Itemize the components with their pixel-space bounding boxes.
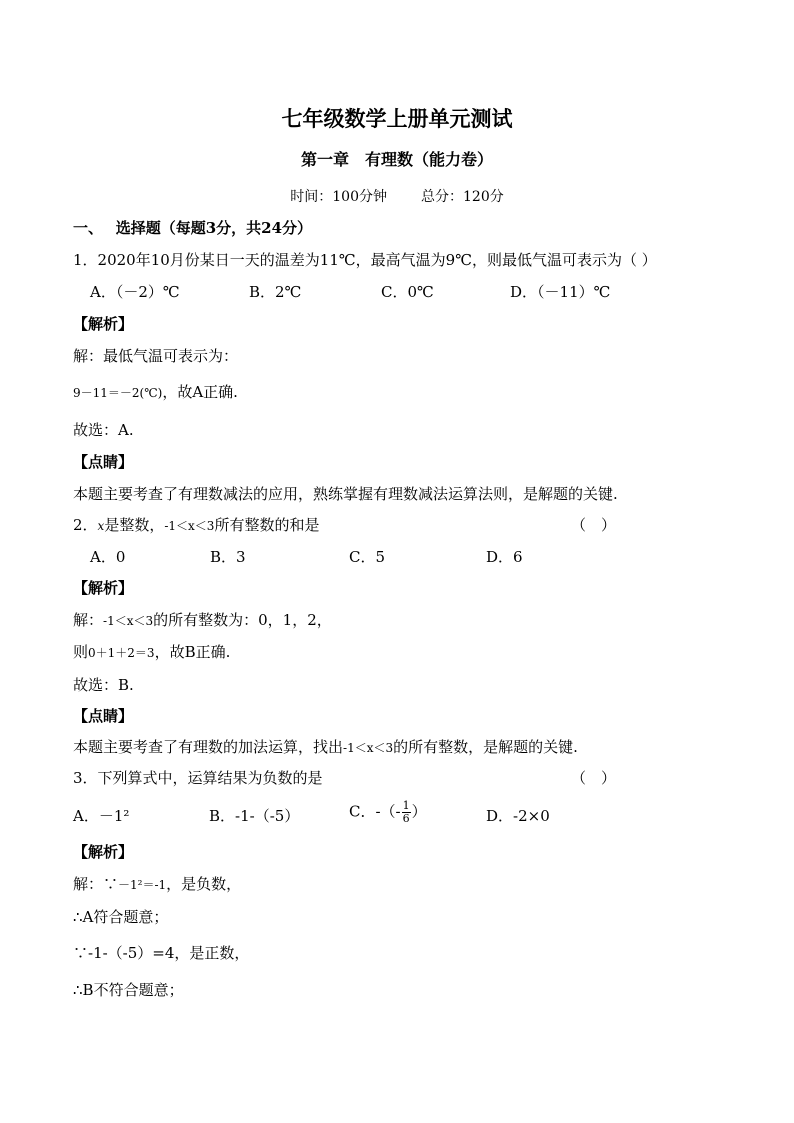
q3-answer-blank: （ ）: [571, 769, 617, 787]
total-score: 总分：120分: [421, 189, 504, 205]
q1-comment: 本题主要考查了有理数减法的应用，熟练掌握有理数减法运算法则，是解题的关键.: [73, 485, 618, 503]
q3-option-b: B．-1-（-5）: [209, 807, 300, 825]
q3-analysis-label: 【解析】: [73, 843, 134, 861]
q2-analysis-label: 【解析】: [73, 579, 134, 597]
q3-option-d: D．-2×0: [486, 807, 550, 825]
q2-option-d: D．6: [486, 548, 523, 566]
page-subtitle: 第一章 有理数（能力卷）: [300, 150, 493, 169]
q3-option-c-fraction: $\frac{1}{6}$: [402, 799, 410, 825]
q2-comment: 本题主要考查了有理数的加法运算，找出-1＜x＜3的所有整数，是解题的关键.: [73, 738, 578, 756]
time-limit: 时间：100分钟: [290, 189, 387, 205]
q1-analysis-label: 【解析】: [73, 315, 134, 333]
q1-option-b: B．2℃: [249, 283, 302, 301]
q3-solution-line-2: ∴A符合题意；: [73, 908, 169, 926]
q3-stem: 3．下列算式中，运算结果为负数的是: [73, 769, 323, 787]
q2-comment-label: 【点睛】: [73, 707, 134, 725]
q3-option-c: C．-（- $\frac{1}{6}$ ）: [349, 799, 427, 825]
q1-solution-line-1: 解：最低气温可表示为：: [73, 347, 239, 365]
q3-solution-line-4: ∴B不符合题意；: [73, 981, 184, 999]
q1-solution-line-2: 9－11＝－2(℃)，故A正确.: [73, 383, 238, 401]
page-title: 七年级数学上册单元测试: [281, 106, 513, 131]
exam-meta: [0, 186, 794, 206]
q1-choice: 故选：A.: [73, 421, 134, 439]
q2-answer-blank: （ ）: [571, 516, 617, 534]
q2-option-b: B．3: [210, 548, 246, 566]
q1-solution-formula: 9－11＝－2(℃): [73, 386, 163, 400]
q2-stem: 2．x是整数，-1＜x＜3所有整数的和是: [73, 516, 320, 534]
q1-option-d: D．（－11）℃: [510, 283, 611, 301]
q2-solution-line-2: 则0＋1＋2＝3，故B正确.: [73, 643, 231, 661]
q1-comment-label: 【点睛】: [73, 453, 134, 471]
q3-option-a: A．－1²: [73, 807, 130, 825]
q3-solution-line-1: 解：∵－1²＝-1，是负数，: [73, 875, 242, 893]
q2-solution-line-1: 解：-1＜x＜3的所有整数为：0，1，2，: [73, 611, 332, 629]
q2-option-a: A．0: [90, 548, 126, 566]
q3-solution-line-3: ∵-1-（-5）=4，是正数，: [73, 944, 250, 962]
q2-option-c: C．5: [349, 548, 386, 566]
q1-stem: 1．2020年10月份某日一天的温差为11℃，最高气温为9℃，则最低气温可表示为（ ）: [73, 251, 657, 269]
q1-option-c: C．0℃: [381, 283, 434, 301]
q1-option-a: A．（－2）℃: [90, 283, 180, 301]
q2-choice: 故选：B.: [73, 676, 134, 694]
section-heading: 一、 选择题（每题3分，共24分）: [73, 219, 313, 237]
q2-inequality: -1＜x＜3: [164, 519, 215, 533]
